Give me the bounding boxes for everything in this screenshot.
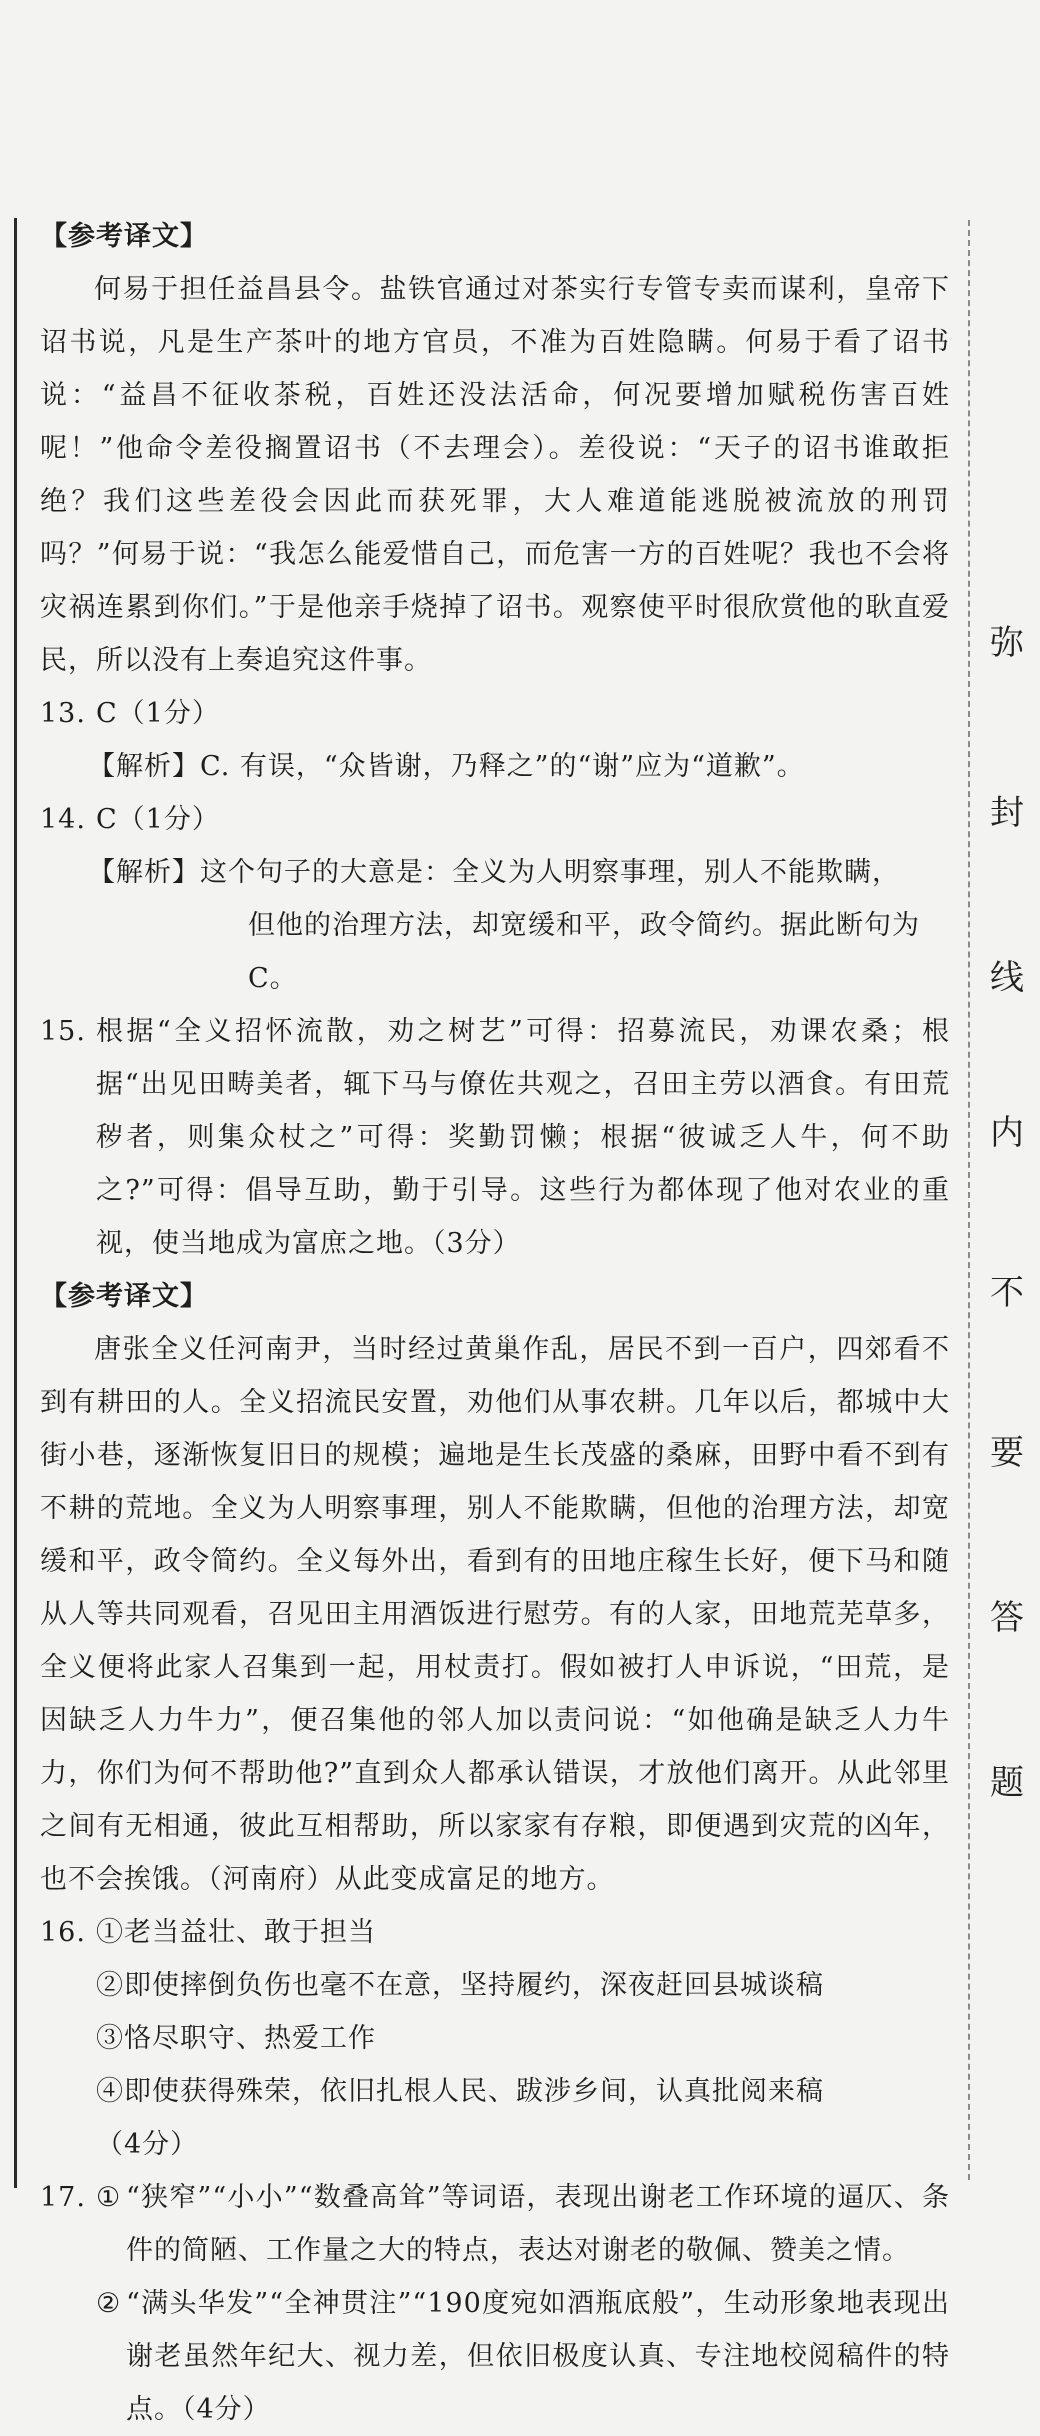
question-answer: C（1分） (96, 804, 220, 835)
answer-point: ①老当益壮、敢于担当 (96, 1917, 376, 1948)
question-13 (40, 687, 950, 740)
seal-char-3: 线 (990, 958, 1024, 998)
question-number: 13. (40, 698, 86, 729)
question-number: 17. (40, 2182, 86, 2213)
question-number: 15. (40, 1016, 86, 1047)
translation-text-2: 唐张全义任河南尹，当时经过黄巢作乱，居民不到一百户，四郊看不到有耕田的人。全义招流民安置，劝他们从事农耕。几年以后，都城中大街小巷，逐渐恢复旧日的规模；遍地是生长茂盛的桑麻，田野中看不到有不耕的荒地。全义为人明察事理，别人不能欺瞒，但他的治理方法，却宽缓和平，政令简约。全义每外出，看到有的田地庄稼生长好，便下马和随从人等共同观看，召见田主用酒饭进行慰劳。有的人家，田地荒芜草多，全义便将此家人召集到一起，用杖责打。假如被打人申诉说，“田荒，是因缺乏人力牛力”，便召集他的邻人加以责问说：“如他确是缺乏人力牛力，你们为何不帮助他?”直到众人都承认错误，才放他们离开。从此邻里之间有无相通，彼此互相帮助，所以家家有存粮，即便遇到灾荒的凶年，也不会挨饿。（河南府）从此变成富足的地方。 (40, 1334, 950, 1895)
seal-char-1: 弥 (990, 623, 1024, 663)
seal-char-5: 不 (990, 1273, 1024, 1313)
answer-point: ③恪尽职守、热爱工作 (96, 2023, 376, 2054)
answer-point (96, 2277, 950, 2436)
answer-content (40, 210, 950, 2436)
question-16 (40, 1906, 950, 1959)
seal-char-8: 题 (990, 1763, 1024, 1803)
point-text: “狭窄”“小小”“数叠高耸”等词语，表现出谢老工作环境的逼仄、条件的简陋、工作量之大的特点，表达对谢老的敬佩、赞美之情。 (126, 2182, 950, 2266)
answer-point: ②即使摔倒负伤也毫不在意，坚持履约，深夜赶回县城谈稿 (96, 1970, 824, 2001)
analysis-14 (88, 846, 950, 1005)
seal-char-2: 封 (990, 793, 1024, 833)
question-number: 16. (40, 1917, 86, 1948)
point-mark: ② (96, 2288, 122, 2319)
question-17 (40, 2171, 950, 2436)
translation-heading-2: 【参考译文】 (40, 1281, 208, 1312)
analysis-13: 【解析】C. 有误，“众皆谢，乃释之”的“谢”应为“道歉”。 (88, 751, 805, 782)
question-answer: 根据“全义招怀流散，劝之树艺”可得：招募流民，劝课农桑；根据“出见田畴美者，辄下马与僚佐共观之，召田主劳以酒食。有田荒秽者，则集众杖之”可得：奖勤罚懒；根据“彼诚乏人牛，何不助之?”可得：倡导互助，勤于引导。这些行为都体现了他对农业的重视，使当地成为富庶之地。（3分） (96, 1016, 950, 1259)
question-number: 14. (40, 804, 86, 835)
analysis-line: 但他的治理方法，却宽缓和平，政令简约。据此断句为C。 (248, 910, 920, 994)
translation-heading-1: 【参考译文】 (40, 221, 208, 252)
seal-line (968, 220, 970, 2180)
question-answer: C（1分） (96, 698, 220, 729)
question-17-points (96, 2171, 950, 2436)
seal-char-4: 内 (990, 1113, 1024, 1153)
answer-score: （4分） (96, 2129, 199, 2160)
point-text: “满头华发”“全神贯注”“190度宛如酒瓶底般”，生动形象地表现出谢老虽然年纪大、视力差，但依旧极度认真、专注地校阅稿件的特点。（4分） (126, 2288, 950, 2425)
seal-char-7: 答 (990, 1598, 1024, 1638)
left-border-line (14, 218, 17, 2188)
answer-point (96, 2171, 950, 2277)
translation-text-1: 何易于担任益昌县令。盐铁官通过对茶实行专管专卖而谋利，皇帝下诏书说，凡是生产茶叶的地方官员，不准为百姓隐瞒。何易于看了诏书说：“益昌不征收茶税，百姓还没法活命，何况要增加赋税伤害百姓呢！”他命令差役搁置诏书（不去理会）。差役说：“天子的诏书谁敢拒绝？我们这些差役会因此而获死罪，大人难道能逃脱被流放的刑罚吗？”何易于说：“我怎么能爱惜自己，而危害一方的百姓呢？我也不会将灾祸连累到你们。”于是他亲手烧掉了诏书。观察使平时很欣赏他的耿直爱民，所以没有上奏追究这件事。 (40, 274, 950, 676)
answer-point: ④即使获得殊荣，依旧扎根人民、跋涉乡间，认真批阅来稿 (96, 2076, 824, 2107)
question-15 (40, 1005, 950, 1270)
point-mark: ① (96, 2182, 122, 2213)
question-14 (40, 793, 950, 846)
seal-char-6: 要 (990, 1433, 1024, 1473)
analysis-line: 【解析】这个句子的大意是：全义为人明察事理，别人不能欺瞒， (88, 857, 900, 888)
